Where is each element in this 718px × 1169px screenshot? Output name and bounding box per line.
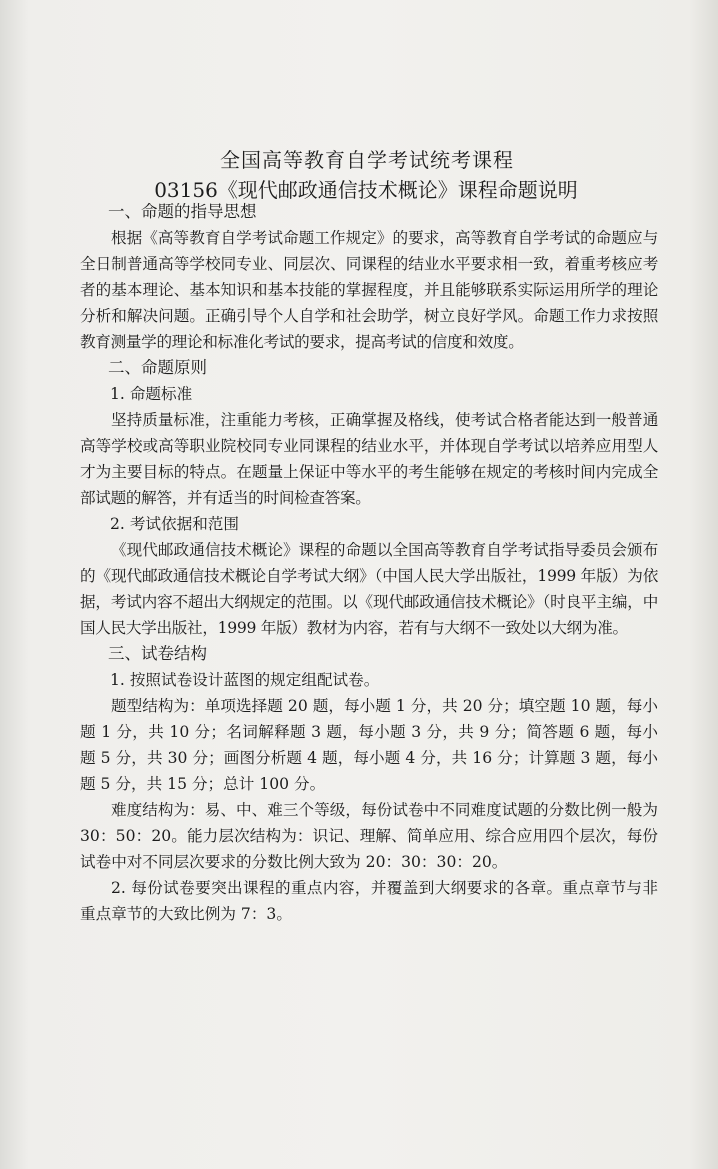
- paragraph-standard: 坚持质量标准，注重能力考核，正确掌握及格线，使考试合格者能达到一般普通高等学校或高等职业院校同专业同课程的结业水平，并体现自学考试以培养应用型人才为主要目标的特点。在题量上保证中等水平的考生能够在规定的考核时间内完成全部试题的解答，并有适当的时间检查答案。: [80, 411, 658, 507]
- section-heading-guiding-thought: 一、命题的指导思想: [108, 202, 257, 221]
- subheading-standard: 1. 命题标准: [110, 385, 193, 403]
- document-title: 全国高等教育自学考试统考课程: [220, 148, 514, 172]
- subheading-basis-scope: 2. 考试依据和范围: [110, 515, 239, 533]
- document-body: [80, 199, 658, 927]
- section-heading-principles: 二、命题原则: [108, 358, 207, 377]
- paragraph-question-types: 题型结构为：单项选择题 20 题，每小题 1 分，共 20 分；填空题 10 题，每小题 1 分，共 10 分；名词解释题 3 题，每小题 3 分，共 9 分；简答题 6 题，每小题 5 分，共 30 分；画图分析题 4 题，每小题 4 分，共 16 分；计算题 3 题，每小题 5 分，共 15 分；总计 100 分。: [80, 697, 658, 793]
- document-subtitle: 03156《现代邮政通信技术概论》课程命题说明: [154, 178, 578, 202]
- paragraph-key-content: 2. 每份试卷要突出课程的重点内容，并覆盖到大纲要求的各章。重点章节与非重点章节的大致比例为 7：3。: [80, 879, 658, 923]
- paragraph-guiding-thought: 根据《高等教育自学考试命题工作规定》的要求，高等教育自学考试的命题应与全日制普通高等学校同专业、同层次、同课程的结业水平要求相一致，着重考核应考者的基本理论、基本知识和基本技能的掌握程度，并且能够联系实际运用所学的理论分析和解决问题。正确引导个人自学和社会助学，树立良好学风。命题工作力求按照教育测量学的理论和标准化考试的要求，提高考试的信度和效度。: [80, 229, 658, 351]
- subheading-blueprint: 1. 按照试卷设计蓝图的规定组配试卷。: [110, 671, 380, 689]
- paragraph-difficulty: 难度结构为：易、中、难三个等级，每份试卷中不同难度试题的分数比例一般为 30：50：20。能力层次结构为：识记、理解、简单应用、综合应用四个层次，每份试卷中对不同层次要求的分数比例大致为 20：30：30：20。: [80, 801, 658, 871]
- paragraph-basis-scope: 《现代邮政通信技术概论》课程的命题以全国高等教育自学考试指导委员会颁布的《现代邮政通信技术概论自学考试大纲》（中国人民大学出版社，1999 年版）为依据，考试内容不超出大纲规定的范围。以《现代邮政通信技术概论》（时良平主编，中国人民大学出版社，1999 年版）教材为内容，若有与大纲不一致处以大纲为准。: [80, 541, 658, 637]
- section-heading-paper-structure: 三、试卷结构: [108, 644, 207, 663]
